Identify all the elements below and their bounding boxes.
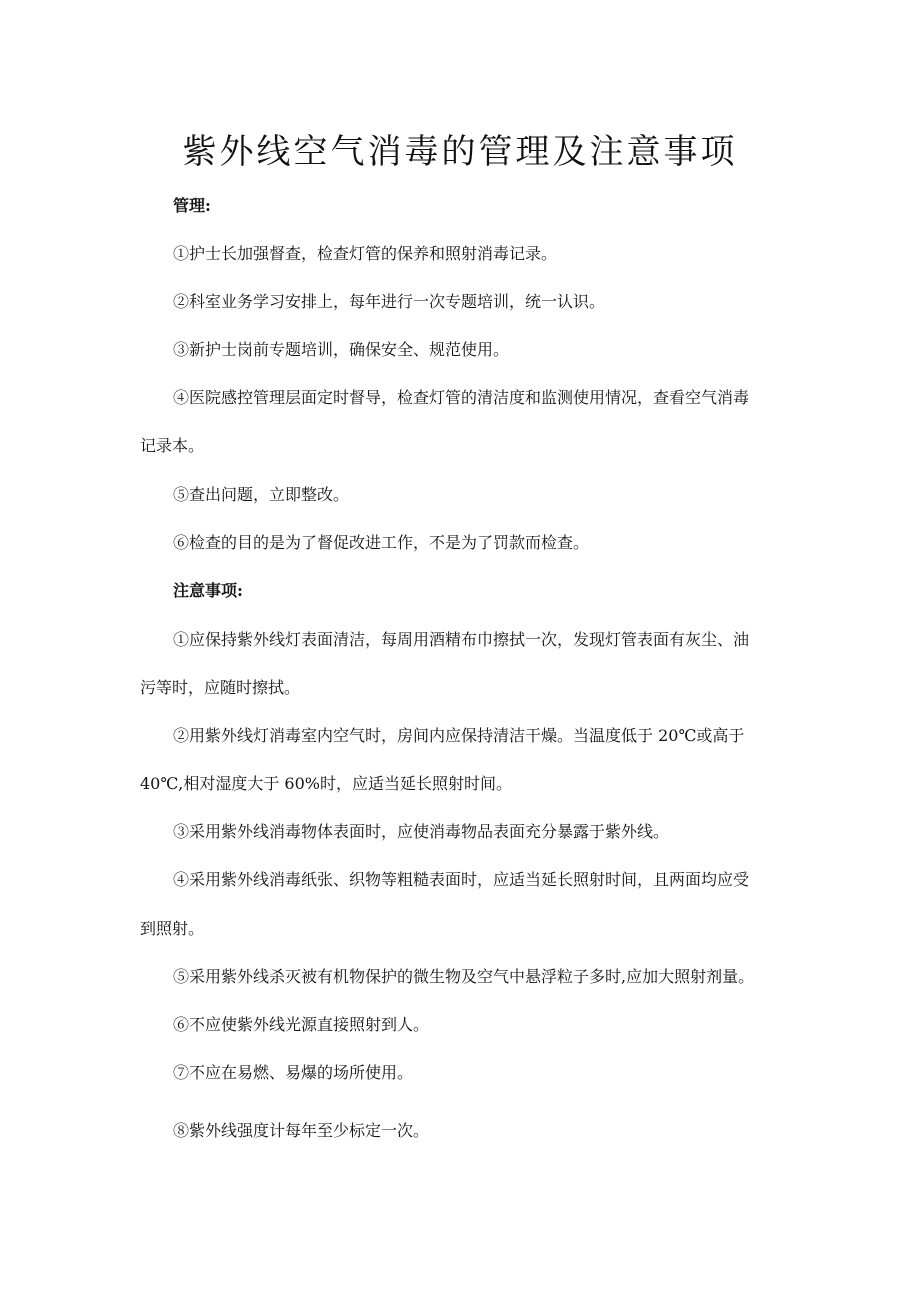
management-item-4-line-2: 记录本。 [140,436,205,455]
management-item-6: ⑥检查的目的是为了督促改进工作，不是为了罚款而检查。 [173,533,590,552]
precautions-heading: 注意事项: [173,581,243,600]
management-item-3: ③新护士岗前专题培训，确保安全、规范使用。 [173,340,510,359]
management-item-4-line-1: ④医院感控管理层面定时督导，检查灯管的清洁度和监测使用情况，查看空气消毒 [173,388,750,407]
precautions-item-1-line-2: 污等时，应随时擦拭。 [140,678,301,697]
management-item-1: ①护士长加强督查，检查灯管的保养和照射消毒记录。 [173,244,558,263]
precautions-item-2-line-1: ②用紫外线灯消毒室内空气时，房间内应保持清洁干燥。当温度低于 20℃或高于 [173,726,745,745]
management-item-5: ⑤查出问题，立即整改。 [173,485,350,504]
precautions-item-6: ⑥不应使紫外线光源直接照射到人。 [173,1015,430,1034]
precautions-item-4-line-1: ④采用紫外线消毒纸张、织物等粗糙表面时，应适当延长照射时间，且两面均应受 [173,870,750,889]
precautions-item-1-line-1: ①应保持紫外线灯表面清洁，每周用酒精布巾擦拭一次，发现灯管表面有灰尘、油 [173,630,750,649]
document-title: 紫外线空气消毒的管理及注意事项 [182,132,738,172]
management-item-2: ②科室业务学习安排上，每年进行一次专题培训，统一认识。 [173,292,606,311]
precautions-item-7: ⑦不应在易燃、易爆的场所使用。 [173,1063,414,1082]
precautions-item-2-line-2: 40℃,相对湿度大于 60%时，应适当延长照射时间。 [140,774,512,793]
precautions-item-8: ⑧紫外线强度计每年至少标定一次。 [173,1121,430,1140]
precautions-item-4-line-2: 到照射。 [140,919,205,938]
precautions-item-5: ⑤采用紫外线杀灭被有机物保护的微生物及空气中悬浮粒子多时,应加大照射剂量。 [173,967,755,986]
management-heading: 管理: [173,196,211,215]
precautions-item-3: ③采用紫外线消毒物体表面时，应使消毒物品表面充分暴露于紫外线。 [173,822,670,841]
